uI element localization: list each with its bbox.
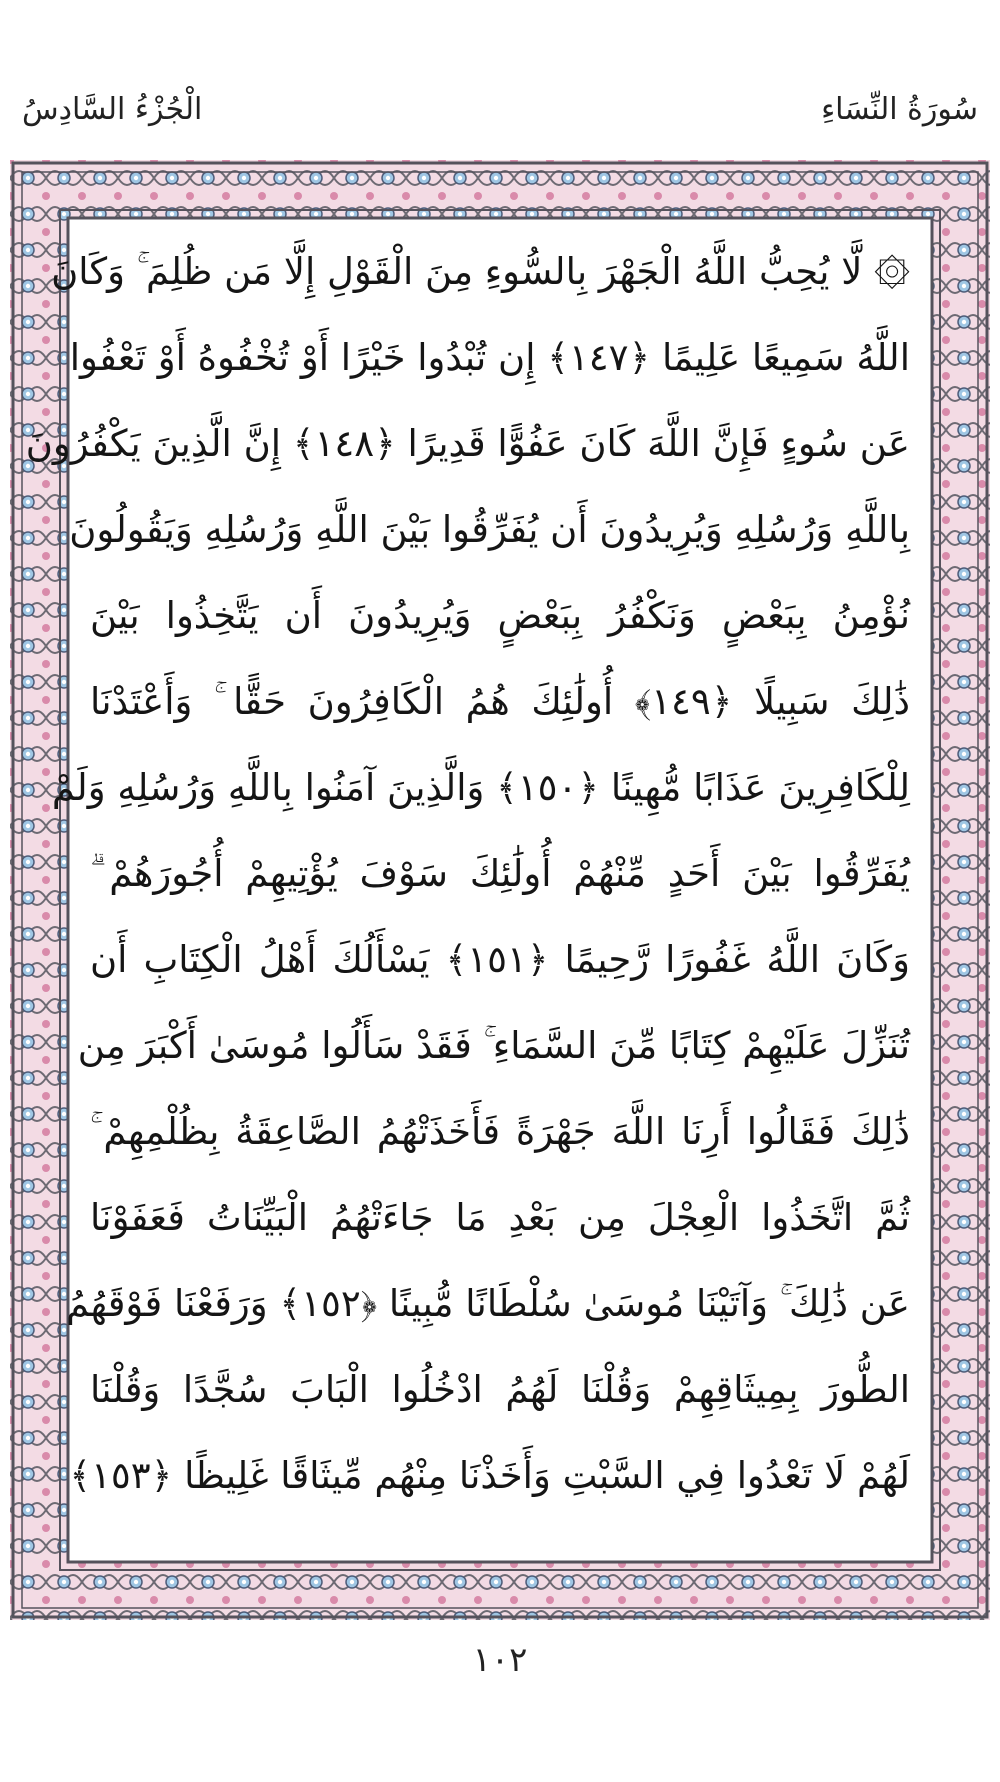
page-header [22,92,978,142]
text-line-3: عَن سُوءٍ فَإِنَّ اللَّهَ كَانَ عَفُوًّا قَدِيرًا ﴿١٤٨﴾ إِنَّ الَّذِينَ يَكْفُرُونَ [25,422,910,465]
text-line-15: لَهُمْ لَا تَعْدُوا فِي السَّبْتِ وَأَخَذْنَا مِنْهُم مِّيثَاقًا غَلِيظًا ﴿١٥٣﴾ [69,1454,910,1497]
page-number: ١٠٢ [472,1640,528,1680]
text-line-4: بِاللَّهِ وَرُسُلِهِ وَيُرِيدُونَ أَن يُفَرِّقُوا بَيْنَ اللَّهِ وَرُسُلِهِ وَيَقُولُونَ [69,508,910,551]
text-line-5: نُؤْمِنُ بِبَعْضٍ وَنَكْفُرُ بِبَعْضٍ وَيُرِيدُونَ أَن يَتَّخِذُوا بَيْنَ [90,594,910,637]
text-line-2: اللَّهُ سَمِيعًا عَلِيمًا ﴿١٤٧﴾ إِن تُبْدُوا خَيْرًا أَوْ تُخْفُوهُ أَوْ تَعْفُوا [69,336,910,379]
text-line-1: ۞ لَّا يُحِبُّ اللَّهُ الْجَهْرَ بِالسُّوءِ مِنَ الْقَوْلِ إِلَّا مَن ظُلِمَ ۚ وَكَانَ [51,250,910,293]
text-line-12: ثُمَّ اتَّخَذُوا الْعِجْلَ مِن بَعْدِ مَا جَاءَتْهُمُ الْبَيِّنَاتُ فَعَفَوْنَا [90,1196,910,1239]
text-line-11: ذَٰلِكَ فَقَالُوا أَرِنَا اللَّهَ جَهْرَةً فَأَخَذَتْهُمُ الصَّاعِقَةُ بِظُلْمِهِمْ ۚ [90,1110,910,1153]
surah-name: سُورَةُ النِّسَاءِ [821,92,978,127]
juz-name: الْجُزْءُ السَّادِسُ [22,92,203,127]
text-line-10: تُنَزِّلَ عَلَيْهِمْ كِتَابًا مِّنَ السَّمَاءِ ۚ فَقَدْ سَأَلُوا مُوسَىٰ أَكْبَرَ مِن [77,1024,910,1067]
text-line-7: لِلْكَافِرِينَ عَذَابًا مُّهِينًا ﴿١٥٠﴾ وَالَّذِينَ آمَنُوا بِاللَّهِ وَرُسُلِهِ وَلَمْ [51,766,910,809]
text-line-14: الطُّورَ بِمِيثَاقِهِمْ وَقُلْنَا لَهُمُ ادْخُلُوا الْبَابَ سُجَّدًا وَقُلْنَا [90,1368,910,1411]
text-line-8: يُفَرِّقُوا بَيْنَ أَحَدٍ مِّنْهُمْ أُولَٰئِكَ سَوْفَ يُؤْتِيهِمْ أُجُورَهُمْ ۗ [90,852,910,895]
text-line-6: ذَٰلِكَ سَبِيلًا ﴿١٤٩﴾ أُولَٰئِكَ هُمُ الْكَافِرُونَ حَقًّا ۚ وَأَعْتَدْنَا [90,680,911,723]
text-line-9: وَكَانَ اللَّهُ غَفُورًا رَّحِيمًا ﴿١٥١﴾ يَسْأَلُكَ أَهْلُ الْكِتَابِ أَن [90,938,910,981]
mushaf-text [25,232,911,1532]
text-line-13: عَن ذَٰلِكَ ۚ وَآتَيْنَا مُوسَىٰ سُلْطَانًا مُّبِينًا ﴿١٥٢﴾ وَرَفَعْنَا فَوْقَهُمُ [66,1282,910,1325]
